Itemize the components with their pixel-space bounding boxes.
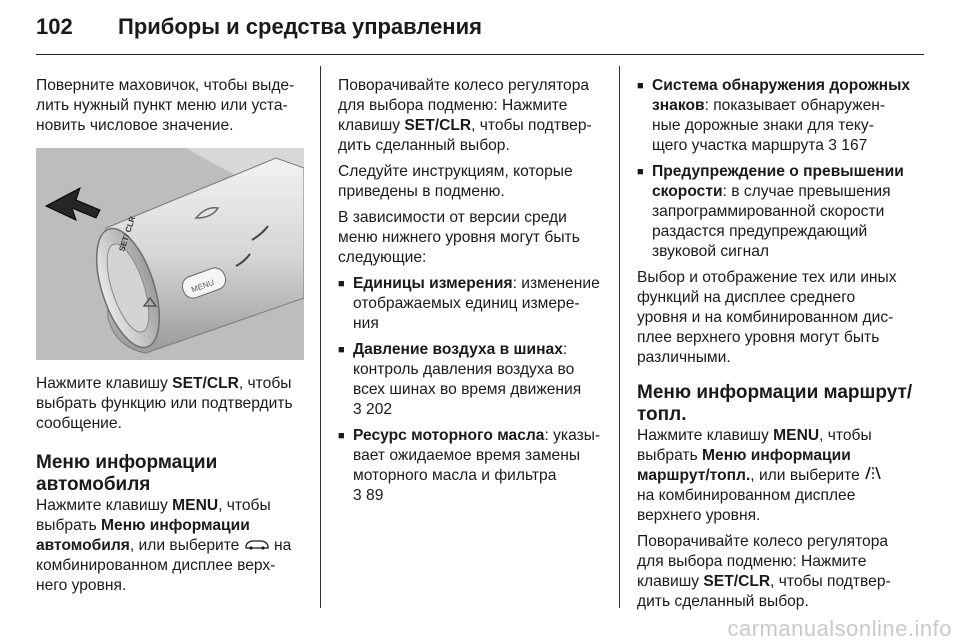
versions-paragraph: В зависимости от версии среди меню нижнего уровня могут быть следующие: bbox=[338, 209, 580, 266]
watermark: carmanualsonline.info bbox=[727, 616, 952, 641]
turn-signal-stalk-image bbox=[36, 148, 304, 360]
page-reference-icon[interactable]: 3 bbox=[353, 401, 362, 418]
display-difference-paragraph: Выбор и отображение тех или иных функций на дисплее среднего уровня и на комбинированном дис- плее верхнего уровня могут быть различными. bbox=[637, 269, 897, 366]
list-item: ■ Предупреждение о превышении скорости: в случае превышения запрограммированной скорости раздастся предупреждающий звуковой сигнал bbox=[637, 162, 907, 262]
key-set-clr: SET/CLR bbox=[172, 375, 239, 392]
submenu-paragraph: Поворачивайте колесо регулятора для выбора подменю: Нажмите клавишу SET/CLR, чтобы подтвер- дить сделанный выбор. bbox=[338, 77, 592, 154]
page-reference-icon[interactable]: 3 bbox=[353, 487, 362, 504]
header-divider bbox=[36, 54, 924, 55]
setclr-paragraph: Нажмите клавишу SET/CLR, чтобы выбрать функцию или подтвердить сообщение. bbox=[36, 375, 293, 432]
menu-label: MENU bbox=[190, 277, 216, 295]
page-reference[interactable]: 202 bbox=[366, 401, 393, 418]
column-1 bbox=[36, 76, 304, 602]
page-reference[interactable]: 89 bbox=[366, 487, 384, 504]
list-item: ■ Единицы измерения: изменение отображаемых единиц измере- ния bbox=[338, 274, 606, 334]
instructions-paragraph: Следуйте инструкциям, которые приведены в подменю. bbox=[338, 163, 573, 200]
stalk-illustration bbox=[36, 148, 304, 360]
page-title: Приборы и средства управления bbox=[118, 14, 482, 39]
column-divider bbox=[320, 66, 321, 608]
section-heading-vehicle-info: Меню информации автомобиля bbox=[36, 452, 218, 495]
column-2 bbox=[338, 76, 606, 512]
list-item: ■ Система обнаружения дорожных знаков: показывает обнаружен- ные дорожные знаки для теку- щего участка маршрута 3 167 bbox=[637, 76, 907, 156]
list-item: ■ Ресурс моторного масла: указы- вает ожидаемое время замены моторного масла и фильтра 3 89 bbox=[338, 426, 606, 506]
vehicle-info-paragraph: Нажмите клавишу MENU, чтобы выбрать Меню информации автомобиля, или выберите на комбинированном дисплее верх- него уровня. bbox=[36, 497, 292, 595]
set-clr-label: SET/ CLR bbox=[117, 215, 138, 253]
trip-info-paragraph: Нажмите клавишу MENU, чтобы выбрать Меню информации маршрут/топл., или выберите на комбинированном дисплее верхнего уровня. bbox=[637, 426, 907, 526]
submenu-paragraph-2: Поворачивайте колесо регулятора для выбора подменю: Нажмите клавишу SET/CLR, чтобы подтвер- дить сделанный выбор. bbox=[637, 533, 891, 611]
column-divider bbox=[619, 66, 620, 608]
list-item: ■ Давление воздуха в шинах: контроль давления воздуха во всех шинах во время движения 3 202 bbox=[338, 340, 606, 420]
page-number: 102 bbox=[36, 14, 73, 39]
section-heading-trip-info: Меню информации маршрут/ топл. bbox=[637, 382, 913, 425]
route-icon bbox=[864, 466, 882, 486]
page-reference-icon[interactable]: 3 bbox=[828, 137, 837, 154]
page-reference[interactable]: 167 bbox=[841, 137, 868, 154]
column-3 bbox=[637, 76, 913, 618]
intro-paragraph: Поверните маховичок, чтобы выде- лить нужный пункт меню или уста- новить числовое значение. bbox=[36, 77, 295, 134]
car-icon bbox=[244, 536, 270, 556]
